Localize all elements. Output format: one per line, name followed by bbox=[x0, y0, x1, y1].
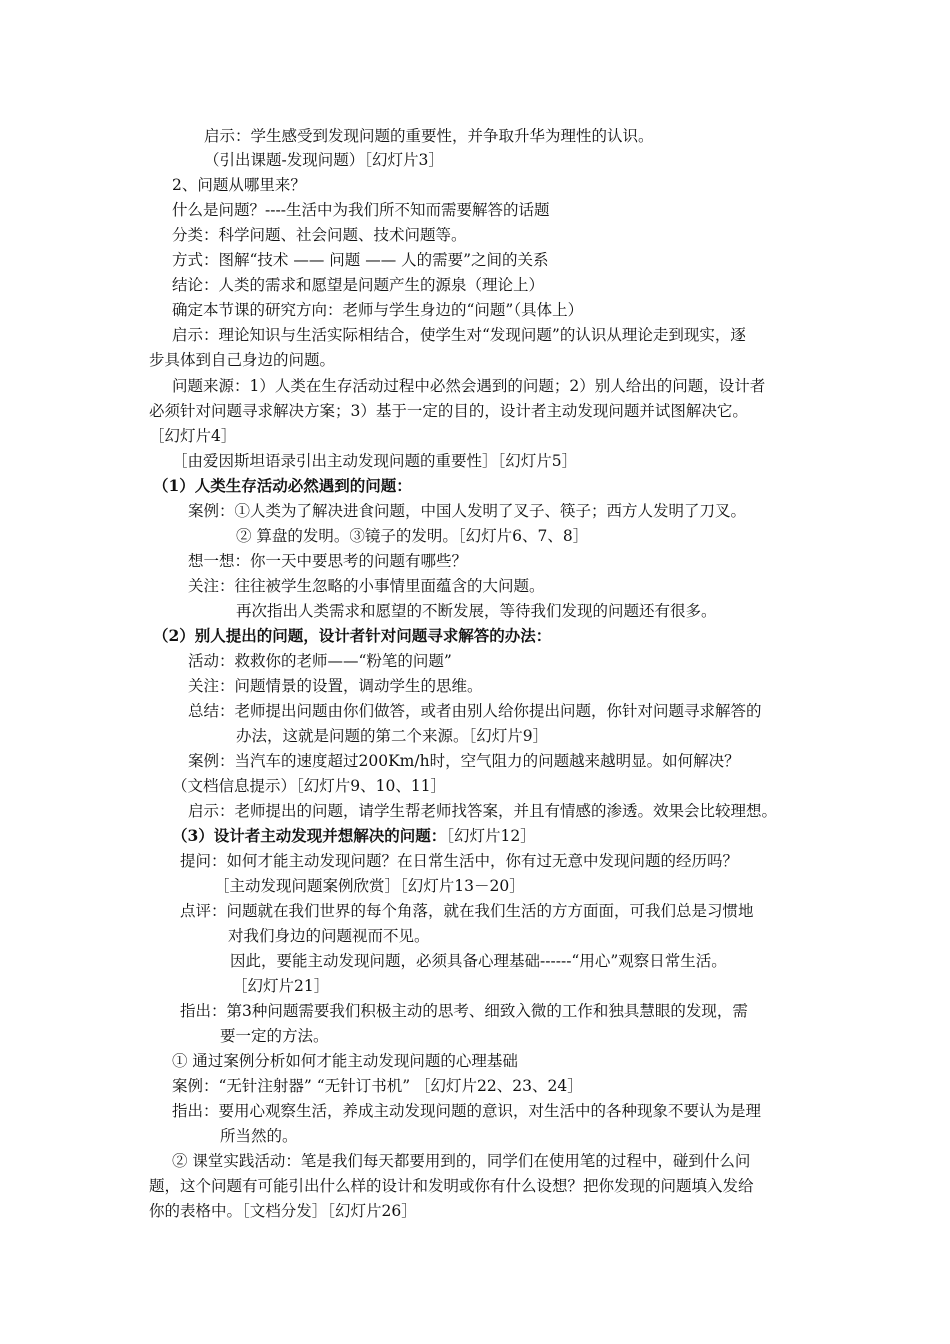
text-line: 问题来源：1）人类在生存活动过程中必然会遇到的问题；2）别人给出的问题，设计者 bbox=[172, 377, 766, 395]
text-line: 确定本节课的研究方向：老师与学生身边的“问题”（具体上） bbox=[172, 301, 584, 319]
text-line: 步具体到自己身边的问题。 bbox=[149, 351, 336, 369]
text-line: 案例：“无针注射器” “无针订书机” ［幻灯片22、23、24］ bbox=[172, 1077, 583, 1095]
text-line: 必须针对问题寻求解决方案；3）基于一定的目的，设计者主动发现问题并试图解决它。 bbox=[149, 402, 748, 420]
text-line: ［幻灯片21］ bbox=[232, 977, 330, 995]
subsection-heading: （3）设计者主动发现并想解决的问题： bbox=[172, 826, 447, 845]
text-line: 要一定的方法。 bbox=[220, 1027, 329, 1045]
text-line: ① 通过案例分析如何才能主动发现问题的心理基础 bbox=[172, 1052, 518, 1070]
text-line: 题，这个问题有可能引出什么样的设计和发明或你有什么设想？把你发现的问题填入发给 bbox=[149, 1177, 754, 1195]
text-line: 关注：问题情景的设置，调动学生的思维。 bbox=[188, 677, 483, 695]
subsection-heading: （1）人类生存活动必然遇到的问题： bbox=[153, 476, 412, 495]
text-line: 什么是问题？----生活中为我们所不知而需要解答的话题 bbox=[172, 201, 550, 219]
slide-ref: ［幻灯片12］ bbox=[446, 827, 536, 845]
text-line: 提问：如何才能主动发现问题？在日常生活中，你有过无意中发现问题的经历吗？ bbox=[180, 852, 739, 870]
text-line: 所当然的。 bbox=[220, 1127, 298, 1145]
text-line: 总结：老师提出问题由你们做答，或者由别人给你提出问题，你针对问题寻求解答的 bbox=[188, 702, 762, 720]
text-line: 启示：理论知识与生活实际相结合，使学生对“发现问题”的认识从理论走到现实，逐 bbox=[172, 326, 746, 344]
text-line: 指出：第3种问题需要我们积极主动的思考、细致入微的工作和独具慧眼的发现，需 bbox=[180, 1002, 748, 1020]
text-line: （引出课题-发现问题）［幻灯片3］ bbox=[204, 151, 444, 169]
text-line: 再次指出人类需求和愿望的不断发展，等待我们发现的问题还有很多。 bbox=[236, 602, 717, 620]
text-line: 指出：要用心观察生活，养成主动发现问题的意识，对生活中的各种现象不要认为是理 bbox=[172, 1102, 762, 1120]
text-line: （文档信息提示）［幻灯片9、10、11］ bbox=[172, 777, 447, 795]
text-line: 关注：往往被学生忽略的小事情里面蕴含的大问题。 bbox=[188, 577, 545, 595]
section-heading: 2、问题从哪里来？ bbox=[172, 176, 306, 194]
text-line: ［幻灯片4］ bbox=[149, 427, 237, 445]
text-line: 因此，要能主动发现问题，必须具备心理基础------“用心”观察日常生活。 bbox=[230, 952, 727, 970]
text-line: 方式：图解“技术 —— 问题 —— 人的需要”之间的关系 bbox=[172, 251, 549, 269]
text-line: 对我们身边的问题视而不见。 bbox=[228, 927, 430, 945]
text-line: 分类：科学问题、社会问题、技术问题等。 bbox=[172, 226, 467, 244]
text-line: 启示：老师提出的问题，请学生帮老师找答案，并且有情感的渗透。效果会比较理想。 bbox=[188, 802, 778, 820]
text-line: ［主动发现问题案例欣赏］［幻灯片13－20］ bbox=[214, 877, 525, 895]
text-line: ② 课堂实践活动：笔是我们每天都要用到的，同学们在使用笔的过程中，碰到什么问 bbox=[172, 1152, 751, 1170]
text-line: 结论：人类的需求和愿望是问题产生的源泉（理论上） bbox=[172, 276, 545, 294]
subsection-heading-line bbox=[172, 825, 536, 847]
text-line: ② 算盘的发明。③镜子的发明。［幻灯片6、7、8］ bbox=[236, 527, 589, 545]
text-line: 办法，这就是问题的第二个来源。［幻灯片9］ bbox=[236, 727, 549, 745]
text-line: 想一想：你一天中要思考的问题有哪些？ bbox=[188, 552, 468, 570]
subsection-heading: （2）别人提出的问题，设计者针对问题寻求解答的办法： bbox=[153, 626, 552, 645]
text-line: ［由爱因斯坦语录引出主动发现问题的重要性］［幻灯片5］ bbox=[172, 452, 578, 470]
text-line: 案例：①人类为了解决进食问题，中国人发明了叉子、筷子；西方人发明了刀叉。 bbox=[188, 502, 747, 520]
text-line: 案例：当汽车的速度超过200Km/h时，空气阻力的问题越来越明显。如何解决？ bbox=[188, 752, 740, 770]
text-line: 点评：问题就在我们世界的每个角落，就在我们生活的方方面面，可我们总是习惯地 bbox=[180, 902, 754, 920]
text-line: 活动：救救你的老师——“粉笔的问题” bbox=[188, 652, 452, 670]
text-line: 启示：学生感受到发现问题的重要性，并争取升华为理性的认识。 bbox=[204, 127, 654, 145]
text-line: 你的表格中。［文档分发］［幻灯片26］ bbox=[149, 1202, 417, 1220]
